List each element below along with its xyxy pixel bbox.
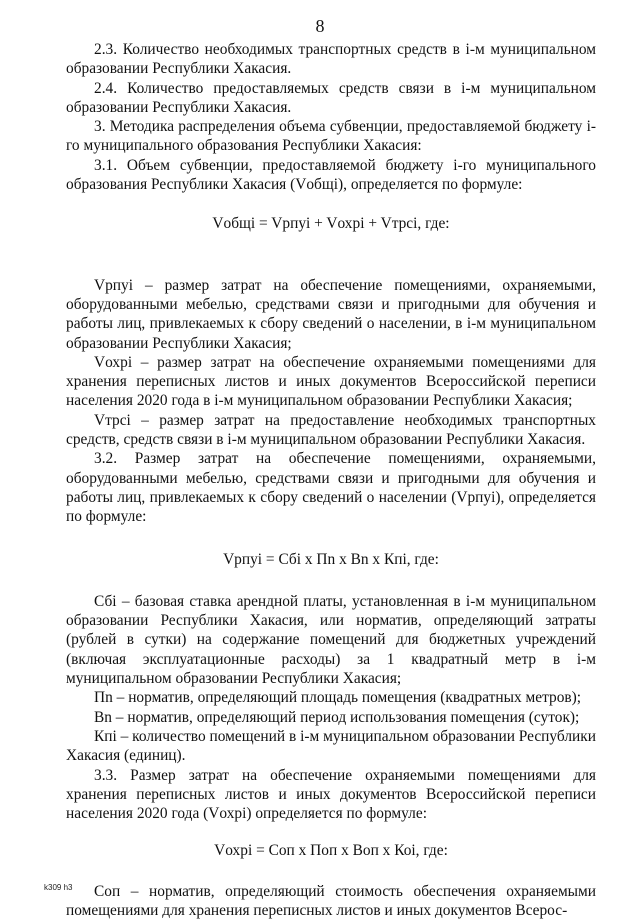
definition-sb: Сбi – базовая ставка арендной платы, установленная в i-м муниципальном образовании Республики Хакасия, или норматив, определяющий затраты (рублей в сутки) на содержание помещений для бюджетных учреждений (включая эксплуатационные расходы) за 1 квадратный метр в i-м муниципальном образовании Республики Хакасия;	[66, 592, 596, 688]
formula-vohr: Vохрi = Соп x Поп x Воп x Коi, где:	[214, 842, 448, 860]
definition-sop: Соп – норматив, определяющий стоимость обеспечения охраняемыми помещениями для хранения переписных листов и иных документов Всерос-	[66, 882, 596, 919]
definition-vohr: Vохрi – размер затрат на обеспечение охраняемыми помещениями для хранения переписных листов и иных документов Всероссийской переписи населения 2020 года в i-м муниципальном образовании Республики Хакасия;	[66, 353, 596, 410]
definition-vn: Вn – норматив, определяющий период использования помещения (суток);	[94, 708, 580, 726]
paragraph-2-3: 2.3. Количество необходимых транспортных средств в i-м муниципальном образовании Республики Хакасия.	[66, 41, 596, 78]
definition-vrpu: Vрпуi – размер затрат на обеспечение помещениями, охраняемыми, оборудованными мебелью, средствами связи и пригодными для обучения и работы лиц, привлекаемых к сбору сведений о населении, в i-м муниципальном образовании Республики Хакасия;	[66, 276, 596, 352]
paragraph-2-4: 2.4. Количество предоставляемых средств связи в i-м муниципальном образовании Республики Хакасия.	[66, 79, 596, 116]
definition-pn: Пn – норматив, определяющий площадь помещения (квадратных метров);	[94, 689, 582, 707]
formula-vrpu: Vрпуi = Сбi x Пn x Вn x Кпi, где:	[223, 550, 439, 568]
document-code: k309 h3	[44, 883, 73, 892]
definition-vtrs: Vтрсi – размер затрат на предоставление необходимых транспортных средств, средств связи в i-м муниципальном образовании Республики Хакасия.	[66, 411, 596, 449]
paragraph-3-heading: 3. Методика распределения объема субвенции, предоставляемой бюджету i-го муниципального образования Республики Хакасия:	[66, 118, 596, 155]
page-number: 8	[315, 16, 325, 36]
definition-kp: Кпi – количество помещений в i-м муниципальном образовании Республики Хакасия (единиц).	[66, 727, 596, 765]
paragraph-3-2: 3.2. Размер затрат на обеспечение помещениями, охраняемыми, оборудованными мебелью, средствами связи и пригодными для обучения и работы лиц, привлекаемых к сбору сведений о населении (Vрпуi), определяется по формуле:	[66, 450, 596, 526]
document-body	[66, 40, 596, 920]
paragraph-3-3: 3.3. Размер затрат на обеспечение охраняемыми помещениями для хранения переписных листов и иных документов Всероссийской переписи населения 2020 года (Vохрi) определяется по формуле:	[66, 766, 596, 823]
paragraph-3-1: 3.1. Объем субвенции, предоставляемой бюджету i-го муниципального образования Республики Хакасия (Vобщi), определяется по формуле:	[66, 156, 596, 194]
formula-vobsh: Vобщi = Vрпуi + Vохрi + Vтрсi, где:	[212, 215, 450, 233]
